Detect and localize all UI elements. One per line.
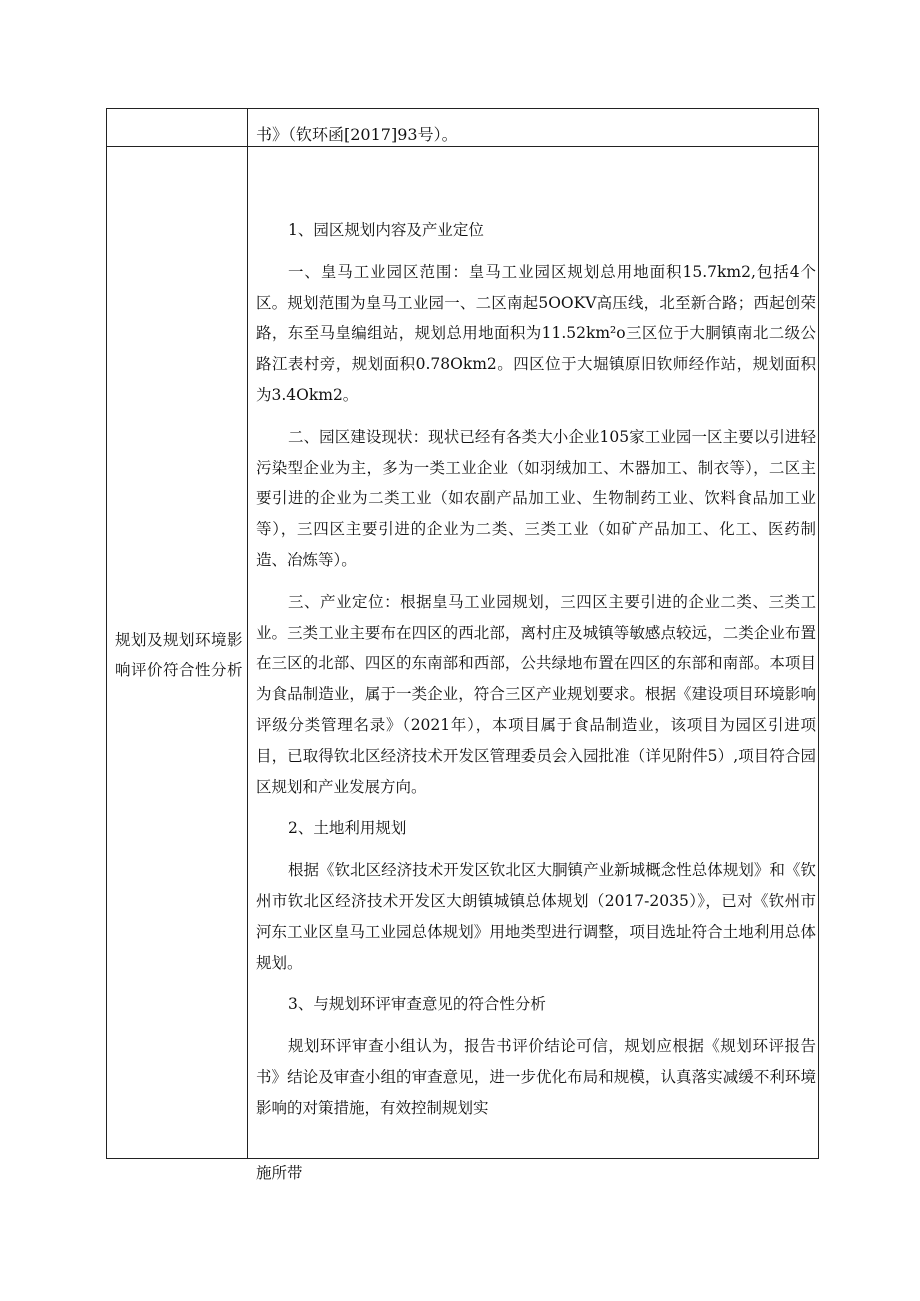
section-1-heading: 1、园区规划内容及产业定位 [288, 221, 484, 239]
row-label [115, 625, 243, 685]
paragraph-status: 二、园区建设现状：现状已经有各类大小企业105家工业园一区主要以引进轻污染型企业为主，多为一类工业企业（如羽绒加工、木器加工、制衣等），二区主要引进的企业为二类工业（如农副产品加工业、生物制药工业、饮料食品加工业等），三四区主要引进的企业为二类、三类工业（如矿产品加工、化工、医药制造、冶炼等）。 [256, 427, 816, 569]
paragraph-positioning: 三、产业定位：根据皇马工业园规划，三四区主要引进的企业二类、三类工业。三类工业主要布在四区的西北部，离村庄及城镇等敏感点较远，二类企业布置在三区的北部、四区的东南部和西部，公共绿地布置在四区的东部和南部。本项目为食品制造业，属于一类企业，符合三区产业规划要求。根据《建设项目环境影响评级分类管理名录》（2021年），本项目属于食品制造业，该项目为园区引进项目，已取得钦北区经济技术开发区管理委员会入园批准（详见附件5）,项目符合园区规划和产业发展方向。 [256, 592, 816, 796]
row-divider [107, 146, 818, 147]
column-divider [247, 109, 248, 1158]
top-cell-text: 书》（钦环函[2017]93号）。 [256, 125, 458, 144]
row-label-line-2: 响评价符合性分析 [115, 661, 244, 679]
analysis-content [256, 215, 816, 1124]
document-table [106, 108, 819, 1159]
continuation-text: 施所带 [256, 1164, 303, 1182]
section-3-heading: 3、与规划环评审查意见的符合性分析 [288, 995, 546, 1014]
row-label-line-1: 规划及规划环境影 [115, 631, 244, 649]
paragraph-review-opinion: 规划环评审查小组认为，报告书评价结论可信，规划应根据《规划环评报告书》结论及审查小组的审查意见，进一步优化布局和规模，认真落实减缓不利环境影响的对策措施，有效控制规划实 [256, 1037, 816, 1117]
section-2-heading: 2、土地利用规划 [288, 819, 407, 838]
paragraph-scope: 一、皇马工业园区范围：皇马工业园区规划总用地面积15.7km2,包括4个区。规划范围为皇马工业园一、二区南起5OOKV高压线，北至新合路；西起创荣路，东至马皇编组站，规划总用地面积为11.52km²o三区位于大胴镇南北二级公路江表村旁，规划面积0.78Okm2。四区位于大堀镇原旧钦师经作站，规划面积为3.4Okm2。 [256, 262, 816, 404]
paragraph-land-use: 根据《钦北区经济技术开发区钦北区大胴镇产业新城概念性总体规划》和《钦州市钦北区经济技术开发区大朗镇城镇总体规划（2017-2035）》，已对《钦州市河东工业区皇马工业园总体规划》用地类型进行调整，项目选址符合土地利用总体规划。 [256, 861, 816, 972]
